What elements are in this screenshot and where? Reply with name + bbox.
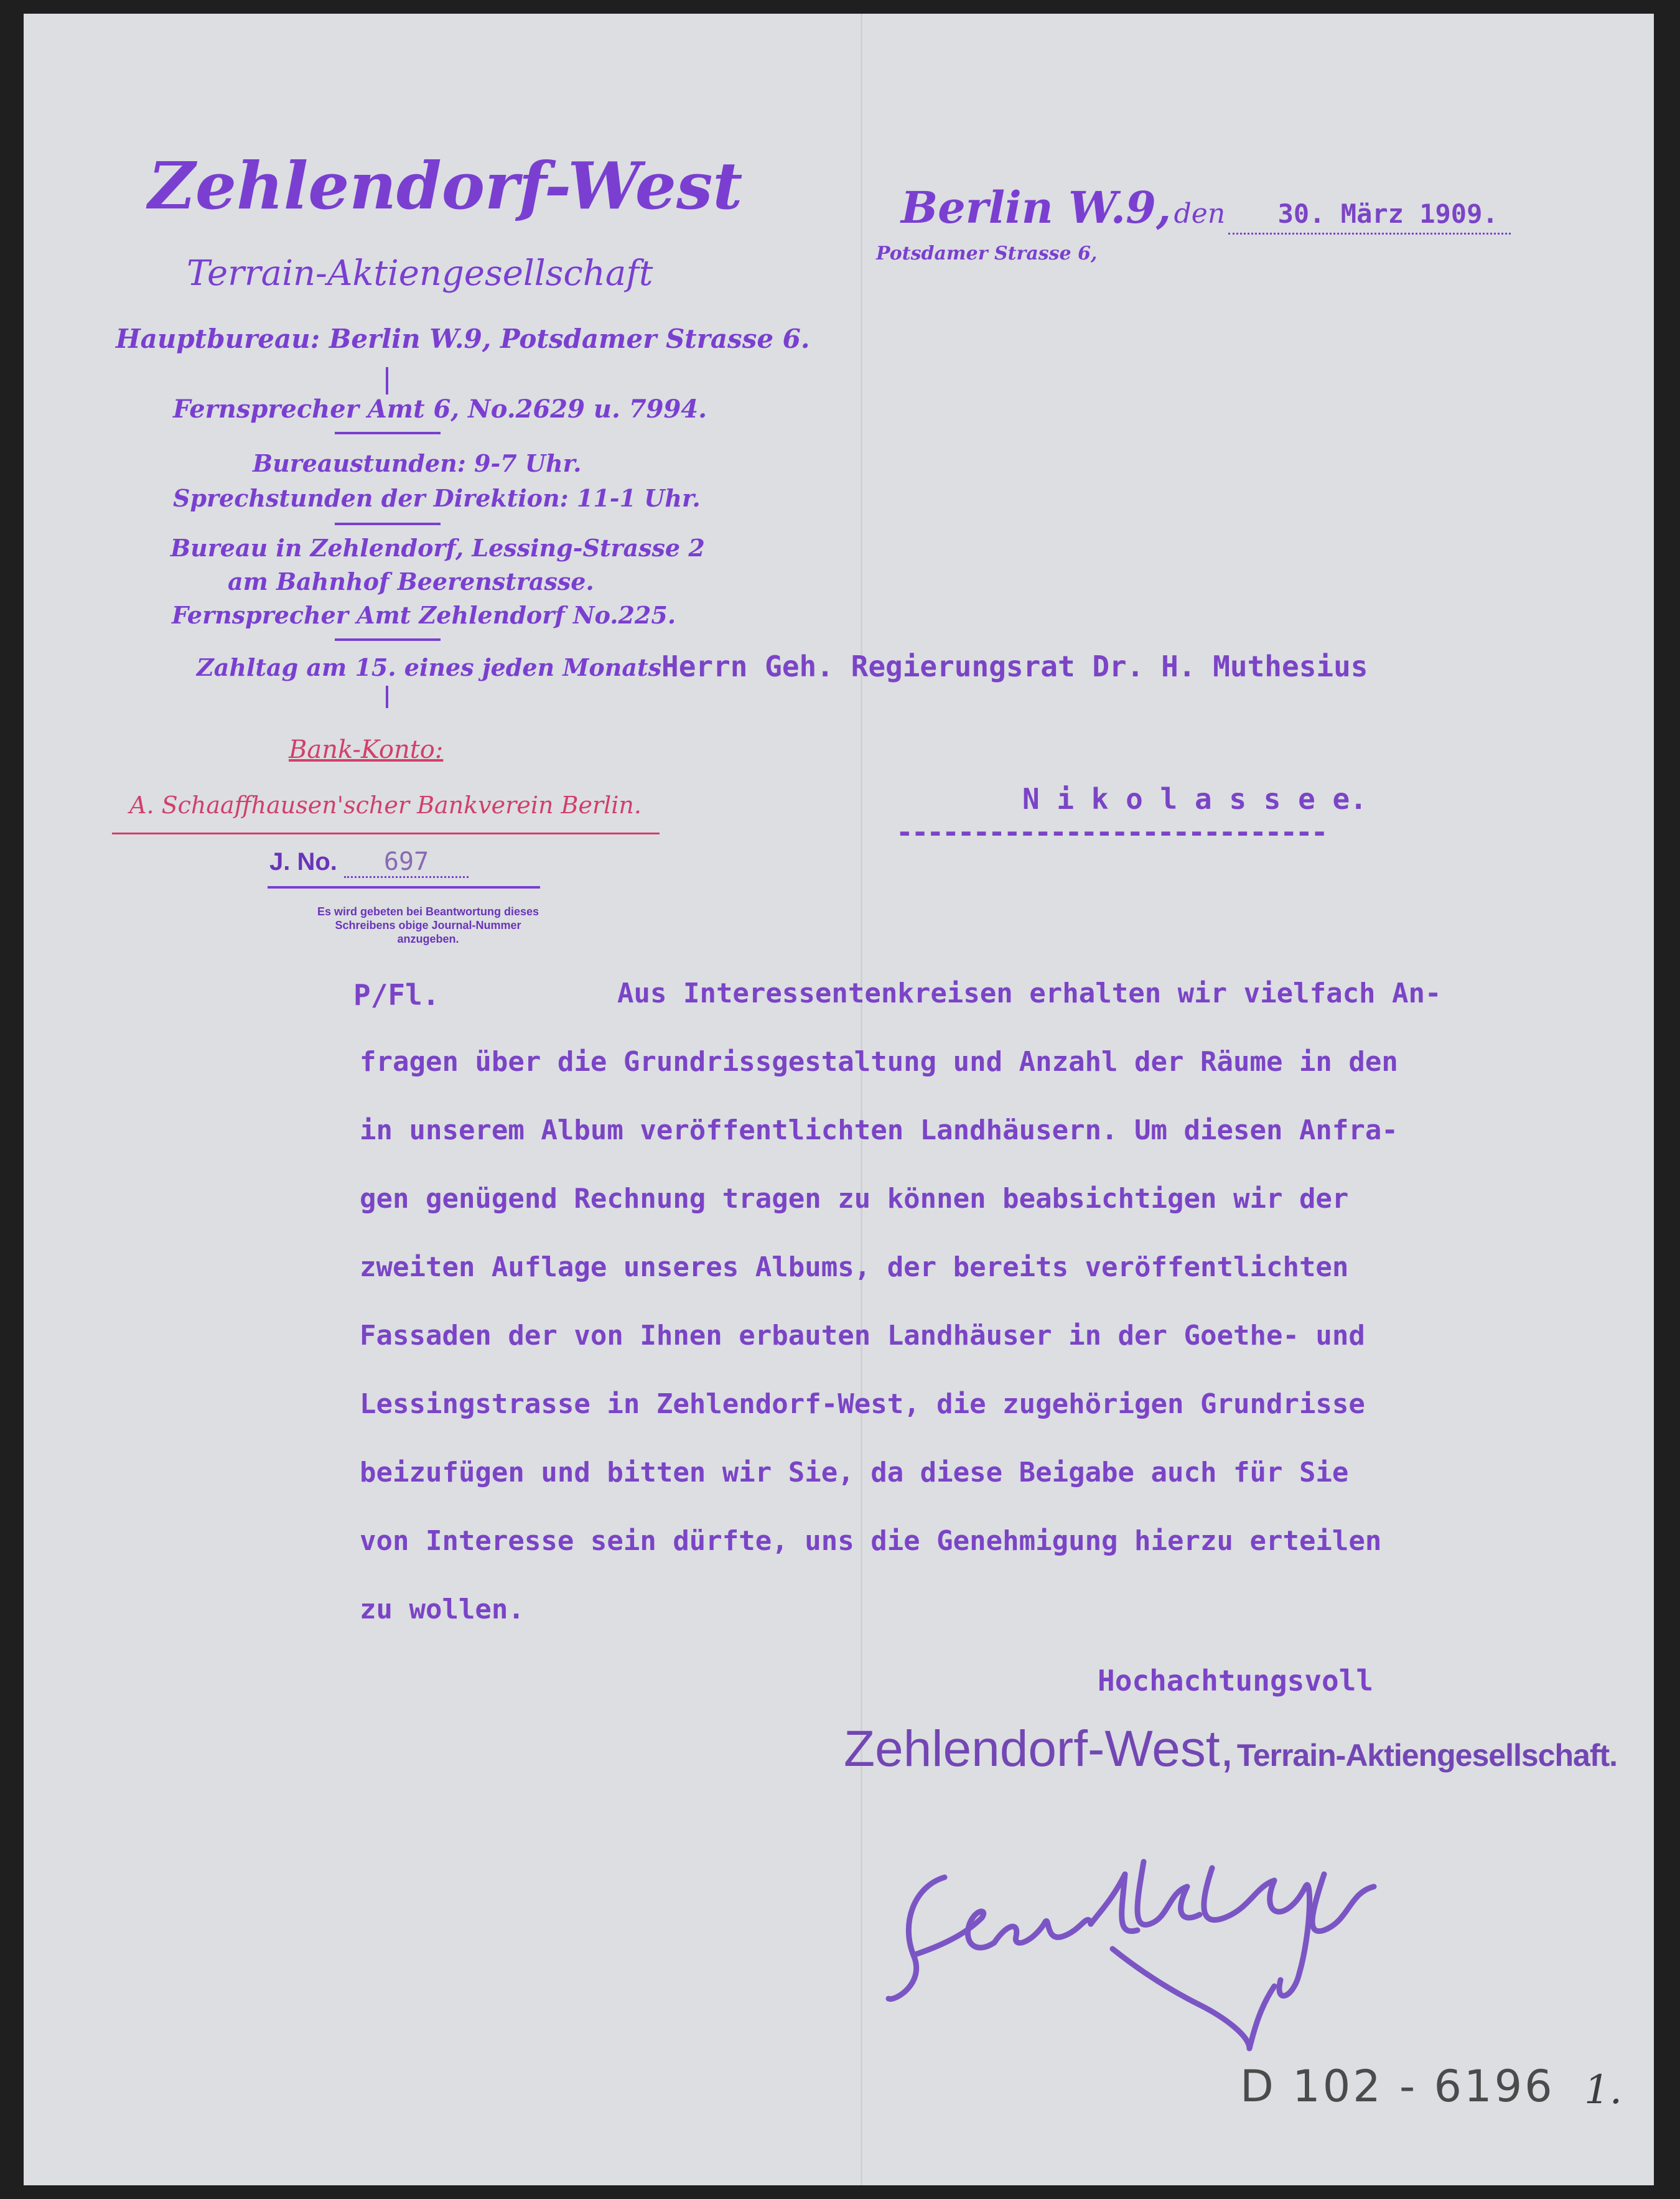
- journal-note: [285, 905, 571, 946]
- dateline-place: Berlin W.9,: [901, 182, 1172, 233]
- body-line: in unserem Album veröffentlichten Landhäusern. Um diesen Anfra-: [360, 1114, 1398, 1146]
- body-line: gen genügend Rechnung tragen zu können beabsichtigen wir der: [360, 1183, 1349, 1215]
- dateline-date: 30. März 1909.: [1228, 198, 1511, 235]
- letterhead-divider: [386, 686, 388, 708]
- body-line: beizufügen und bitten wir Sie, da diese Beigabe auch für Sie: [360, 1457, 1349, 1488]
- recipient-underline: ----------------------------: [896, 815, 1327, 849]
- body-line: Aus Interessentenkreisen erhalten wir vielfach An-: [617, 978, 1442, 1009]
- letterhead-divider: [335, 523, 441, 525]
- letter-body: [360, 959, 1592, 1644]
- body-line: Lessingstrasse in Zehlendorf-West, die zugehörigen Grundrisse: [360, 1388, 1365, 1420]
- director-hours: Sprechstunden der Direktion: 11-1 Uhr.: [173, 484, 701, 512]
- recipient-city: N i k o l a s s e e.: [1022, 782, 1367, 816]
- journal-number-box: [269, 847, 469, 878]
- archive-page-number: 1.: [1584, 2067, 1623, 2113]
- branch-office: Bureau in Zehlendorf, Lessing-Strasse 2: [170, 534, 705, 562]
- body-line: zu wollen.: [360, 1594, 525, 1625]
- letterhead-divider: [335, 638, 441, 641]
- body-line: fragen über die Grundrissgestaltung und Anzahl der Räume in den: [360, 1046, 1398, 1078]
- closing-greeting: Hochachtungsvoll: [1098, 1664, 1374, 1697]
- payday-note: Zahltag am 15. eines jeden Monats.: [197, 653, 670, 681]
- body-line: von Interesse sein dürfte, uns die Genehmigung hierzu erteilen: [360, 1525, 1382, 1557]
- bank-account-label: Bank-Konto:: [289, 735, 444, 764]
- signature-stroke: [913, 1912, 994, 1955]
- signature-stroke: [1137, 1862, 1200, 1925]
- journal-rule: [268, 886, 540, 889]
- journal-note-line: anzugeben.: [397, 933, 459, 945]
- archive-signature-number: D 102 - 6196: [1240, 2061, 1555, 2112]
- body-line: Fassaden der von Ihnen erbauten Landhäuser in der Goethe- und: [360, 1320, 1365, 1352]
- head-office-address: Hauptbureau: Berlin W.9, Potsdamer Strasse 6.: [116, 324, 810, 354]
- dateline: [901, 182, 1511, 235]
- body-line: zweiten Auflage unseres Albums, der bereits veröffentlichten: [360, 1251, 1349, 1283]
- recipient-name: Herrn Geh. Regierungsrat Dr. H. Muthesius: [661, 650, 1368, 683]
- signature-stroke: [1113, 1949, 1249, 2048]
- company-subtitle: Terrain-Aktiengesellschaft: [187, 253, 653, 294]
- journal-number: 697: [344, 847, 469, 878]
- office-hours: Bureaustunden: 9-7 Uhr.: [253, 449, 582, 477]
- letterhead-divider: [386, 367, 388, 395]
- phone-line: Fernsprecher Amt 6, No.2629 u. 7994.: [173, 395, 707, 424]
- letterhead-divider: [335, 432, 441, 434]
- signature-stroke: [1204, 1868, 1310, 1996]
- letter-page: [24, 14, 1654, 2185]
- signature-stroke: [994, 1920, 1091, 1943]
- branch-location: am Bahnhof Beerenstrasse.: [228, 567, 594, 595]
- dateline-den: den: [1174, 198, 1226, 230]
- journal-note-line: Es wird gebeten bei Beantwortung dieses: [317, 905, 539, 918]
- branch-phone: Fernsprecher Amt Zehlendorf No.225.: [172, 601, 676, 629]
- reference-code: P/Fl.: [353, 978, 440, 1012]
- journal-label: J. No.: [269, 848, 337, 875]
- signature-stroke: [889, 1877, 945, 1999]
- company-name: Zehlendorf-West: [148, 147, 743, 224]
- bank-name: A. Schaaffhausen'scher Bankverein Berlin.: [129, 791, 642, 819]
- signature-stroke: [1249, 1986, 1274, 2048]
- journal-note-line: Schreibens obige Journal-Nummer: [335, 919, 521, 931]
- handwritten-signature: [876, 1849, 1399, 2055]
- stamp-company-name: Zehlendorf-West,: [844, 1720, 1234, 1777]
- company-stamp: [844, 1720, 1617, 1778]
- signature-stroke: [1312, 1874, 1374, 1931]
- signature-stroke: [1091, 1874, 1137, 1931]
- dateline-street: Potsdamer Strasse 6,: [876, 243, 1098, 264]
- stamp-company-suffix: Terrain-Aktiengesellschaft.: [1236, 1738, 1618, 1773]
- bank-underline: [112, 833, 660, 834]
